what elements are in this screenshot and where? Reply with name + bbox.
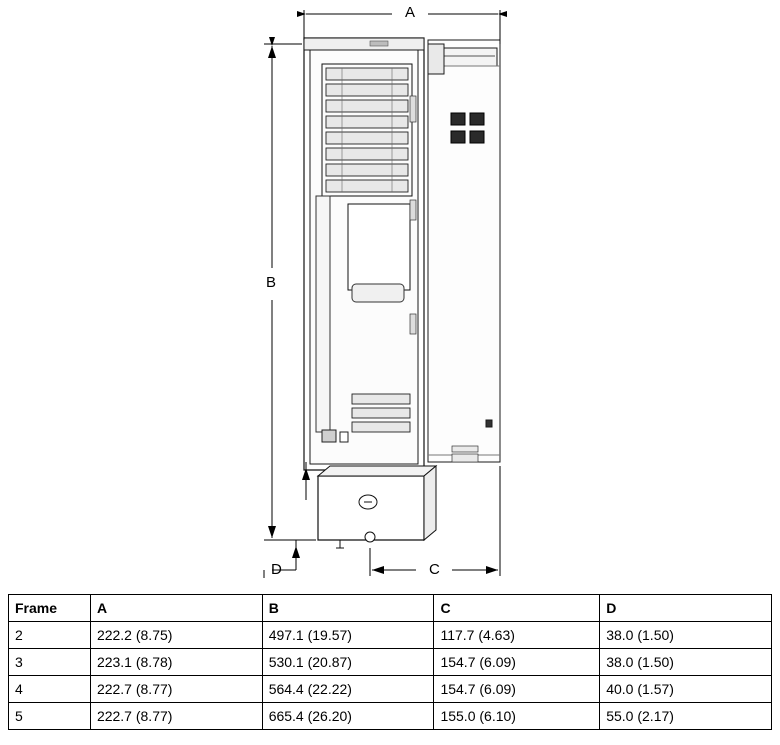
dimension-label-a: A [405,4,416,21]
cell-a: 222.2 (8.75) [90,622,262,649]
cell-frame: 4 [9,676,91,703]
cell-b: 665.4 (26.20) [262,703,434,730]
cell-d: 38.0 (1.50) [600,622,772,649]
table-row [9,703,772,730]
dimension-label-b: B [266,274,277,291]
table-row [9,676,772,703]
cell-c: 154.7 (6.09) [434,649,600,676]
cell-d: 40.0 (1.57) [600,676,772,703]
cell-frame: 5 [9,703,91,730]
table-row [9,649,772,676]
cell-a: 222.7 (8.77) [90,703,262,730]
cell-c: 154.7 (6.09) [434,676,600,703]
cell-d: 38.0 (1.50) [600,649,772,676]
column-header-frame: Frame [9,595,91,622]
table-header-row [9,595,772,622]
frame-dimension-table [8,594,772,730]
cell-b: 530.1 (20.87) [262,649,434,676]
column-header-c: C [434,595,600,622]
drive-body-outline [304,38,500,548]
cell-a: 222.7 (8.77) [90,676,262,703]
cell-b: 564.4 (22.22) [262,676,434,703]
dimension-label-d: D [271,561,282,578]
cell-c: 117.7 (4.63) [434,622,600,649]
column-header-a: A [90,595,262,622]
cell-frame: 2 [9,622,91,649]
cell-d: 55.0 (2.17) [600,703,772,730]
cell-a: 223.1 (8.78) [90,649,262,676]
cell-c: 155.0 (6.10) [434,703,600,730]
cell-frame: 3 [9,649,91,676]
table-row [9,622,772,649]
dimension-label-c: C [429,561,440,578]
cell-b: 497.1 (19.57) [262,622,434,649]
column-header-d: D [600,595,772,622]
column-header-b: B [262,595,434,622]
